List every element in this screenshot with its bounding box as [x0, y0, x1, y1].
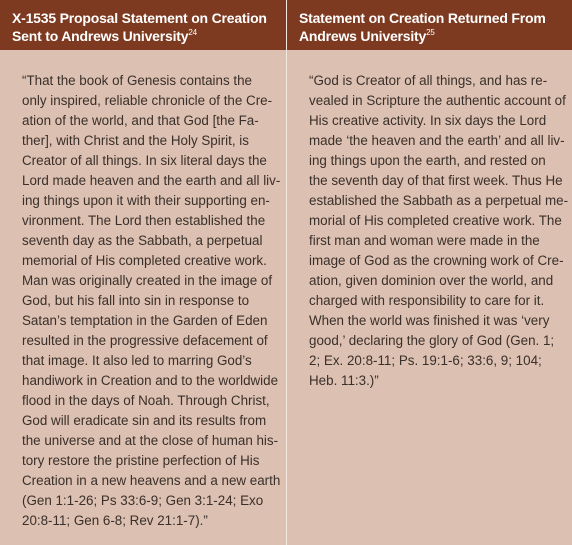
right-text-line: established the Sabbath as a perpetual me- [309, 193, 569, 208]
left-column-header [0, 0, 287, 50]
left-column-body [0, 50, 287, 545]
left-text-line: Satan’s temptation in the Garden of Eden [22, 313, 268, 328]
right-footnote-ref: 25 [426, 28, 435, 37]
right-text-line: charged with responsibility to care for it. [309, 293, 545, 308]
left-text-line: Creator of all things. In six literal days the [22, 153, 267, 168]
left-text-line: tory restore the pristine perfection of His [22, 453, 260, 468]
left-text-line: seventh day as the Sabbath, a perpetual [22, 233, 263, 248]
left-footnote-ref: 24 [188, 28, 197, 37]
left-text-line: God will eradicate sin and its results from [22, 413, 267, 428]
left-text-line: (Gen 1:1-26; Ps 33:6-9; Gen 3:1-24; Exo [22, 493, 264, 508]
left-header-line-2-text: Sent to Andrews University [12, 28, 189, 44]
left-text-line: flood in the days of Noah. Through Christ, [22, 393, 270, 408]
right-text-line: good,’ declaring the glory of God (Gen. 1; [309, 333, 555, 348]
right-statement-text [309, 71, 568, 391]
left-statement-text [22, 71, 280, 531]
left-text-line: ing things upon it with their supporting en- [22, 193, 270, 208]
left-text-line: resulted in the progressive defacement of [22, 333, 268, 348]
right-text-line: ation, given dominion over the world, and [309, 273, 554, 288]
right-text-line: image of God as the crowning work of Cre- [309, 253, 564, 268]
left-text-line: handiwork in Creation and to the worldwide [22, 373, 279, 388]
left-header-line-1: X-1535 Proposal Statement on Creation [12, 10, 267, 26]
left-text-line: God, but his fall into sin in response to [22, 293, 250, 308]
right-text-line: When the world was finished it was ‘very [309, 313, 550, 328]
right-text-line: the seventh day of that first week. Thus He [309, 173, 563, 188]
left-text-line: ther], with Christ and the Holy Spirit, is [22, 133, 249, 148]
left-text-line: ation of the world, and that God [the Fa- [22, 113, 259, 128]
left-text-line: Man was originally created in the image of [22, 273, 273, 288]
right-header-line-2 [299, 27, 562, 45]
right-text-line: “God is Creator of all things, and has re- [309, 73, 548, 88]
right-text-line: first man and woman were made in the [309, 233, 540, 248]
left-text-line: the universe and at the close of human his- [22, 433, 279, 448]
left-header-line-2 [12, 27, 277, 45]
right-header-line-1: Statement on Creation Returned From [299, 10, 546, 26]
right-text-line: morial of His completed creative work. The [309, 213, 562, 228]
left-text-line: Creation in a new heavens and a new earth [22, 473, 281, 488]
left-text-line: Lord made heaven and the earth and all liv- [22, 173, 281, 188]
right-column [287, 0, 572, 545]
right-text-line: vealed in Scripture the authentic account of [309, 93, 566, 108]
right-text-line: Heb. 11:3.)” [309, 373, 379, 388]
right-column-header [287, 0, 572, 50]
right-column-body [287, 50, 572, 545]
right-text-line: made ‘the heaven and the earth’ and all liv- [309, 133, 565, 148]
right-text-line: ing things upon the earth, and rested on [309, 153, 546, 168]
left-text-line: that image. It also led to marring God’s [22, 353, 252, 368]
right-text-line: 2; Ex. 20:8-11; Ps. 19:1-6; 33:6, 9; 104; [309, 353, 542, 368]
left-text-line: 20:8-11; Gen 6-8; Rev 21:1-7).” [22, 513, 208, 528]
left-text-line: “That the book of Genesis contains the [22, 73, 253, 88]
right-header-line-2-text: Andrews University [299, 28, 427, 44]
left-text-line: only inspired, reliable chronicle of the Cre- [22, 93, 273, 108]
right-text-line: His creative activity. In six days the Lord [309, 113, 547, 128]
left-text-line: vironment. The Lord then established the [22, 213, 266, 228]
left-text-line: memorial of His completed creative work. [22, 253, 267, 268]
